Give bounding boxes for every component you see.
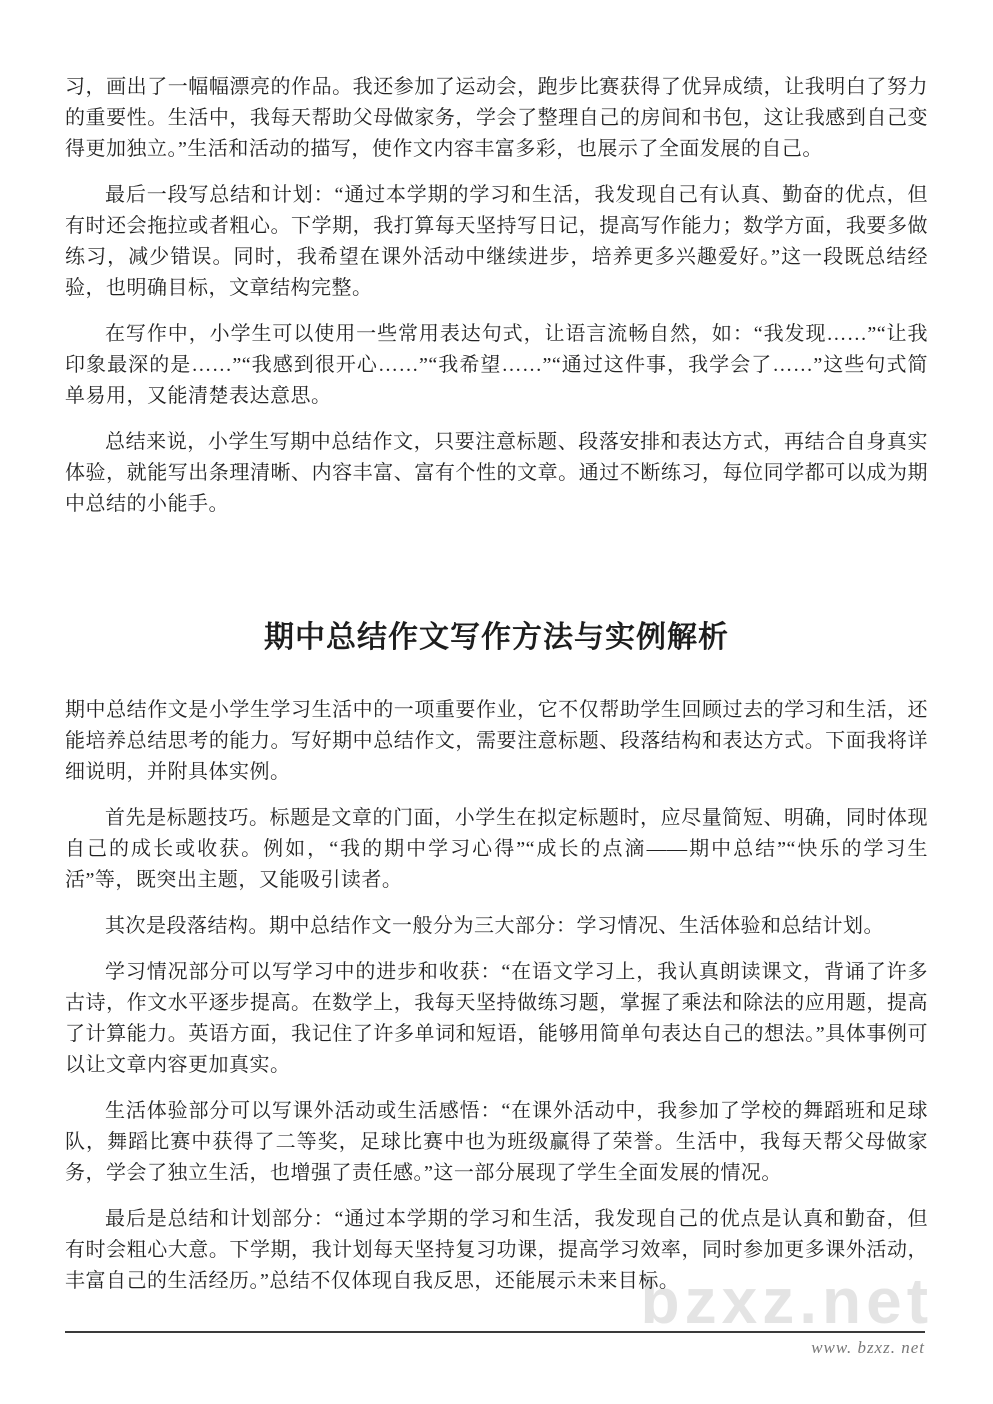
paragraph: 总结来说，小学生写期中总结作文，只要注意标题、段落安排和表达方式，再结合自身真实体验，就能写出条理清晰、内容丰富、富有个性的文章。通过不断练习，每位同学都可以成为期中总结的小能手。 — [65, 431, 928, 515]
paragraph: 学习情况部分可以写学习中的进步和收获：“在语文学习上，我认真朗读课文，背诵了许多古诗，作文水平逐步提高。在数学上，我每天坚持做练习题，掌握了乘法和除法的应用题，提高了计算能力。英语方面，我记住了许多单词和短语，能够用简单句表达自己的想法。”具体事例可以让文章内容更加真实。 — [65, 961, 928, 1076]
article-title: 期中总结作文写作方法与实例解析 — [264, 621, 729, 654]
paragraph: 首先是标题技巧。标题是文章的门面，小学生在拟定标题时，应尽量简短、明确，同时体现自己的成长或收获。例如，“我的期中学习心得”“成长的点滴——期中总结”“快乐的学习生活”等，既突出主题，又能吸引读者。 — [65, 807, 928, 891]
paragraph: 生活体验部分可以写课外活动或生活感悟：“在课外活动中，我参加了学校的舞蹈班和足球队，舞蹈比赛中获得了二等奖，足球比赛中也为班级赢得了荣誉。生活中，我每天帮父母做家务，学会了独立生活，也增强了责任感。”这一部分展现了学生全面发展的情况。 — [65, 1100, 928, 1184]
paragraph: 其次是段落结构。期中总结作文一般分为三大部分：学习情况、生活体验和总结计划。 — [105, 915, 884, 937]
paragraph: 最后是总结和计划部分：“通过本学期的学习和生活，我发现自己的优点是认真和勤奋，但有时会粗心大意。下学期，我计划每天坚持复习功课，提高学习效率，同时参加更多课外活动，丰富自己的生活经历。”总结不仅体现自我反思，还能展示未来目标。 — [65, 1208, 928, 1292]
top-section — [65, 72, 928, 520]
paragraph: 在写作中，小学生可以使用一些常用表达句式，让语言流畅自然，如：“我发现……”“让我印象最深的是……”“我感到很开心……”“我希望……”“通过这件事，我学会了……”这些句式简单易用，又能清楚表达意思。 — [65, 323, 928, 407]
paragraph: 习，画出了一幅幅漂亮的作品。我还参加了运动会，跑步比赛获得了优异成绩，让我明白了努力的重要性。生活中，我每天帮助父母做家务，学会了整理自己的房间和书包，这让我感到自己变得更加独立。”生活和活动的描写，使作文内容丰富多彩，也展示了全面发展的自己。 — [65, 76, 928, 160]
footer-site-url: www. bzxz. net — [811, 1338, 925, 1357]
footer-divider — [65, 1331, 925, 1333]
paragraph: 期中总结作文是小学生学习生活中的一项重要作业，它不仅帮助学生回顾过去的学习和生活，还能培养总结思考的能力。写好期中总结作文，需要注意标题、段落结构和表达方式。下面我将详细说明，并附具体实例。 — [65, 699, 928, 783]
watermark-text: bzxz.net — [640, 1265, 933, 1337]
article-body — [65, 695, 928, 1297]
paragraph: 最后一段写总结和计划：“通过本学期的学习和生活，我发现自己有认真、勤奋的优点，但有时还会拖拉或者粗心。下学期，我打算每天坚持写日记，提高写作能力；数学方面，我要多做练习，减少错误。同时，我希望在课外活动中继续进步，培养更多兴趣爱好。”这一段既总结经验，也明确目标，文章结构完整。 — [65, 184, 928, 299]
